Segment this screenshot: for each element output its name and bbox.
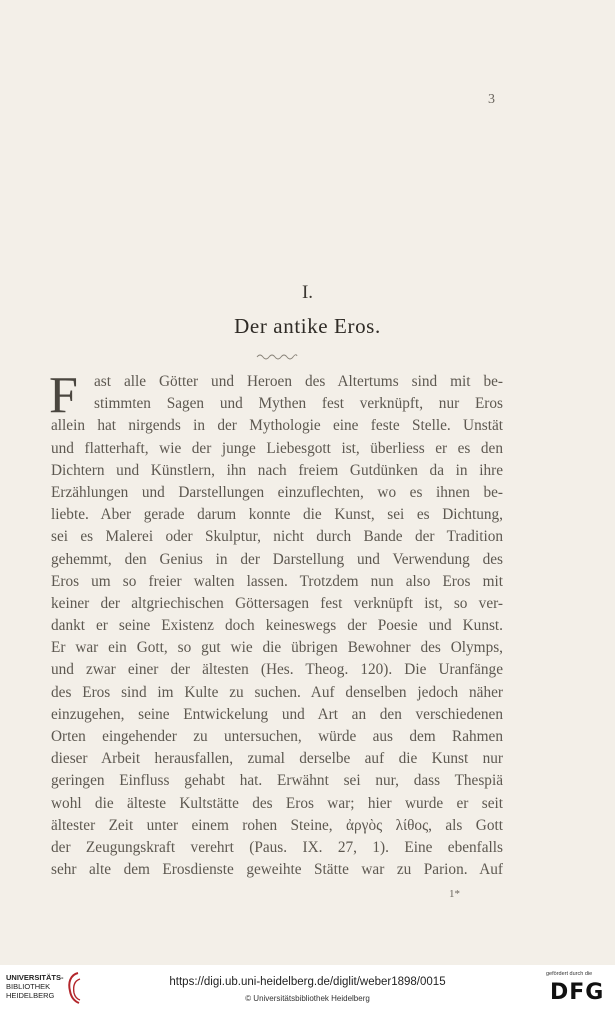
logo-line-3: HEIDELBERG	[6, 991, 55, 1000]
copyright-notice: © Universitätsbibliothek Heidelberg	[245, 994, 370, 1003]
text-line: und zwar einer der ältesten (Hes. Theog. 120). Die Uranfänge	[51, 661, 503, 679]
text-line: Dichtern und Künstlern, ihn nach freiem Gutdünken da in ihre	[51, 461, 503, 479]
chapter-numeral: I.	[301, 282, 314, 303]
text-line: liebte. Aber gerade darum konnte die Kunst, sei es Dichtung,	[51, 506, 503, 524]
footer-bar	[0, 965, 615, 1011]
text-line: geringen Einfluss gehabt hat. Erwähnt sei nur, dass Thespiä	[51, 772, 503, 790]
logo-line-2: BIBLIOTHEK	[6, 982, 51, 991]
dfg-logo[interactable]: DFG	[550, 980, 605, 1005]
drop-cap: F	[49, 367, 78, 424]
text-line: und flatterhaft, wie der junge Liebesgott ist, überliess er es den	[51, 439, 503, 457]
text-line: sehr alte dem Erosdienste geweihte Stätte war zu Parion. Auf	[51, 861, 503, 879]
text-line: ältester Zeit unter einem rohen Steine, ἀργὸς λίθος, als Gott	[51, 816, 503, 834]
chapter-title: Der antike Eros.	[234, 314, 381, 338]
text-line: keiner der altgriechischen Göttersagen fest verknüpft ist, so ver-	[51, 594, 503, 612]
text-line: dieser Arbeit herausfallen, zumal derselbe auf die Kunst nur	[51, 750, 503, 768]
body-text	[49, 367, 503, 881]
ornament-divider	[256, 352, 298, 360]
text-line: des Eros sind im Kulte zu suchen. Auf denselben jedoch näher	[51, 683, 503, 701]
text-line: dankt er seine Existenz doch keineswegs der Poesie und Kunst.	[51, 617, 503, 635]
text-line: stimmten Sagen und Mythen fest verknüpft, nur Eros	[94, 395, 503, 413]
text-line: der Zeugungskraft verehrt (Paus. IX. 27, 1). Eine ebenfalls	[51, 838, 503, 856]
funding-note: gefördert durch die	[546, 971, 593, 977]
text-line: ast alle Götter und Heroen des Altertums sind mit be-	[94, 373, 503, 390]
page-number: 3	[488, 92, 495, 107]
logo-line-1: UNIVERSITÄTS-	[6, 973, 64, 982]
text-line: gehemmt, den Genius in der Darstellung und Verwendung des	[51, 550, 503, 568]
text-line: Eros um so freier walten lassen. Trotzdem nun also Eros mit	[51, 572, 503, 590]
text-line: Erzählungen und Darstellungen einzuflechten, wo es ihnen be-	[51, 483, 503, 501]
text-line: einzugehen, seine Entwickelung und Art an den verschiedenen	[51, 705, 503, 723]
text-line: allein hat nirgends in der Mythologie eine feste Stelle. Unstät	[51, 417, 503, 435]
signature-mark: 1*	[449, 888, 460, 900]
permalink-url[interactable]: https://digi.ub.uni-heidelberg.de/diglit/weber1898/0015	[169, 976, 446, 988]
text-line: sei es Malerei oder Skulptur, nicht durch Bande der Tradition	[51, 528, 503, 546]
text-line: Orten eingehender zu untersuchen, würde aus dem Rahmen	[51, 728, 503, 745]
text-line: wohl die älteste Kultstätte des Eros war; hier wurde er seit	[51, 794, 503, 812]
text-line: Er war ein Gott, so gut wie die übrigen Bewohner des Olymps,	[51, 639, 503, 657]
